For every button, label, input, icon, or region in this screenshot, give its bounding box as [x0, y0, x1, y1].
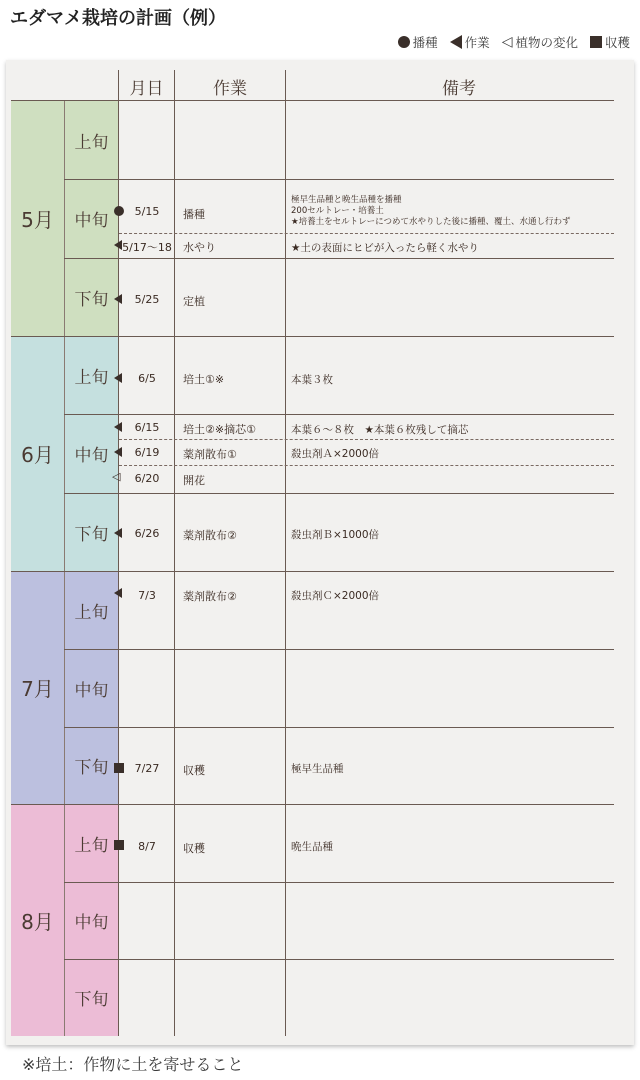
- grid-line: [11, 336, 614, 337]
- month-label: 7月: [21, 677, 54, 701]
- grid-line: [285, 70, 286, 1036]
- grid-line: [64, 179, 614, 180]
- square-icon: [590, 36, 602, 48]
- month-august: [11, 804, 64, 1036]
- entry-work: 播種: [183, 208, 205, 221]
- open-triangle-icon: ◁: [501, 34, 513, 50]
- work-marker-icon: [114, 588, 122, 598]
- header-notes: 備考: [442, 79, 476, 99]
- period-may-late: [64, 258, 118, 336]
- period-label: 下旬: [74, 758, 109, 778]
- entry-work: 培土①※: [183, 373, 225, 386]
- entry-date: 6/15: [134, 421, 160, 434]
- period-august-early: [64, 804, 118, 882]
- entry-note: ★土の表面にヒビが入ったら軽く水やり: [291, 242, 479, 254]
- period-label: 中旬: [74, 446, 109, 466]
- dashed-divider: [119, 439, 614, 440]
- header-work: 作業: [213, 79, 247, 99]
- month-label: 6月: [21, 443, 54, 467]
- entry-note: ★培養土をセルトレーにつめて水やりした後に播種、覆土、水通し行わず: [291, 217, 571, 227]
- entry-date: 5/15: [134, 205, 160, 218]
- work-marker-icon: [114, 447, 122, 457]
- entry-work: 薬剤散布②: [183, 590, 237, 603]
- filled-triangle-icon: [450, 35, 462, 49]
- legend: [398, 33, 630, 51]
- entry-note: 本葉３枚: [291, 374, 333, 386]
- dashed-divider: [119, 233, 614, 234]
- grid-line: [11, 571, 614, 572]
- grid-line: [174, 70, 175, 1036]
- work-marker-icon: [114, 294, 122, 304]
- month-label: 8月: [21, 909, 54, 934]
- legend-work-label: 作業: [464, 35, 490, 50]
- period-label: 上旬: [74, 132, 109, 153]
- legend-harvest-label: 収穫: [604, 35, 630, 50]
- header-rule: [11, 100, 614, 101]
- legend-sowing-label: 播種: [412, 35, 438, 50]
- period-label: 中旬: [74, 680, 109, 701]
- month-label: 5月: [21, 208, 54, 232]
- entry-work: 定植: [183, 295, 205, 308]
- work-marker-icon: [114, 528, 122, 538]
- header-date: 月日: [129, 79, 164, 99]
- entry-work: 薬剤散布①: [183, 448, 237, 461]
- period-may-early: [64, 101, 118, 179]
- entry-work: 収穫: [183, 842, 205, 855]
- legend-harvest: [590, 33, 630, 51]
- period-august-late: [64, 959, 118, 1036]
- entry-date: 6/5: [138, 372, 156, 385]
- period-label: 上旬: [74, 602, 109, 623]
- entry-note: 殺虫剤Ｃ×2000倍: [291, 590, 380, 602]
- work-marker-icon: [114, 240, 122, 250]
- entry-work: 培土②※摘芯①: [183, 423, 256, 436]
- month-july: [11, 571, 64, 804]
- entry-note: 極早生品種: [291, 763, 344, 775]
- period-label: 中旬: [74, 211, 109, 231]
- circle-icon: [398, 36, 410, 48]
- entry-note: 殺虫剤Ｂ×1000倍: [291, 529, 380, 541]
- grid-line: [11, 804, 614, 805]
- period-label: 下旬: [74, 524, 109, 545]
- legend-sowing: [398, 33, 438, 51]
- month-may: [11, 101, 64, 336]
- entry-date: 5/17〜18: [122, 241, 172, 254]
- entry-note: 晩生品種: [291, 841, 333, 853]
- legend-plant-change-label: 植物の変化: [515, 35, 578, 50]
- grid-line: [64, 959, 614, 960]
- period-july-late: [64, 727, 118, 804]
- grid-line: [64, 727, 614, 728]
- work-marker-icon: [114, 373, 122, 383]
- legend-plant-change: [502, 33, 578, 51]
- page-title: エダマメ栽培の計画（例）: [10, 8, 226, 29]
- period-june-early: [64, 336, 118, 414]
- dashed-divider: [119, 465, 614, 466]
- period-august-mid: [64, 882, 118, 959]
- month-june: [11, 336, 64, 571]
- grid-line: [64, 258, 614, 259]
- entry-date: 8/7: [138, 840, 156, 853]
- period-june-late: [64, 493, 118, 571]
- entry-date: 7/3: [138, 589, 156, 602]
- entry-date: 6/20: [134, 472, 160, 485]
- period-label: 中旬: [74, 913, 109, 933]
- period-june-mid: [64, 414, 121, 493]
- period-label: 上旬: [74, 367, 109, 388]
- period-july-early: [64, 571, 118, 649]
- period-label: 下旬: [74, 990, 109, 1010]
- entry-date: 7/27: [134, 762, 160, 775]
- entry-work: 収穫: [183, 764, 205, 777]
- entry-date: 6/26: [134, 527, 160, 540]
- period-label: 上旬: [74, 835, 109, 856]
- legend-work: [450, 33, 490, 51]
- entry-note: 200セルトレー・培養土: [291, 206, 384, 216]
- entry-note: 殺虫剤Ａ×2000倍: [291, 448, 380, 460]
- period-label: 下旬: [74, 289, 109, 310]
- grid-line: [64, 649, 614, 650]
- grid-line: [64, 414, 614, 415]
- footnote: ※培土：作物に土を寄せること: [22, 1055, 244, 1074]
- grid-line: [64, 882, 614, 883]
- entry-work: 開花: [183, 474, 205, 487]
- grid-line: [64, 493, 614, 494]
- entry-note: 極早生品種と晩生品種を播種: [291, 195, 402, 205]
- period-may-mid: [64, 179, 118, 258]
- entry-work: 水やり: [183, 241, 216, 254]
- entry-work: 薬剤散布②: [183, 529, 237, 542]
- entry-date: 5/25: [134, 293, 160, 306]
- entry-note: 本葉６〜８枚 ★本葉６枚残して摘芯: [291, 424, 469, 436]
- period-july-mid: [64, 649, 118, 727]
- entry-date: 6/19: [134, 446, 160, 459]
- work-marker-icon: [114, 422, 122, 432]
- plant-change-marker-icon: ◁: [112, 470, 121, 483]
